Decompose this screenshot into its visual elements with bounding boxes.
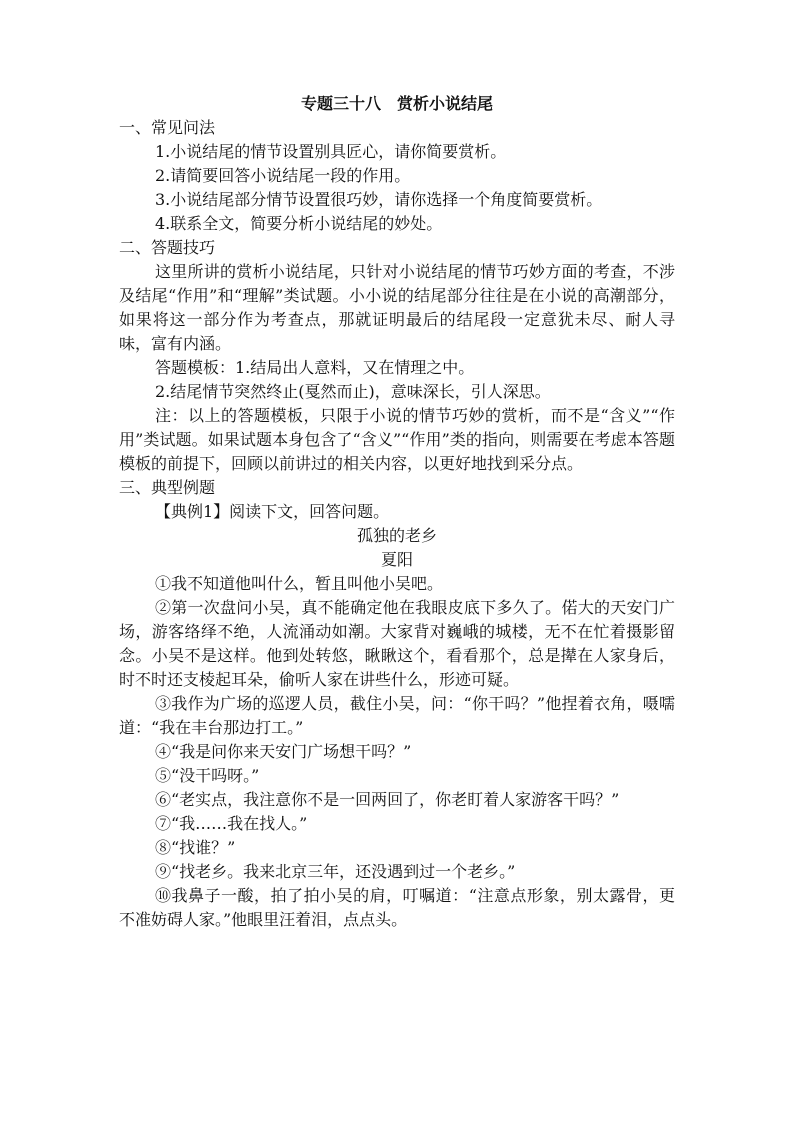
story-paragraph: ⑩我鼻子一酸，拍了拍小吴的肩，叮嘱道：“注意点形象，别太露骨，更不准妨碍人家。”他眼里汪着泪，点点头。: [119, 886, 675, 929]
story-paragraph: ④“我是问你来天安门广场想干吗？”: [155, 742, 412, 761]
section-heading-1: 一、常见问法: [119, 118, 216, 137]
answer-template-1: 答题模板：1.结局出人意料，又在情理之中。: [155, 358, 475, 377]
page-title: 专题三十八 赏析小说结尾: [300, 94, 493, 113]
example-prompt: 【典例1】阅读下文，回答问题。: [155, 502, 390, 521]
story-paragraph: ⑨“找老乡。我来北京三年，还没遇到过一个老乡。”: [155, 862, 516, 881]
document-page: [119, 92, 675, 932]
story-author: 夏阳: [380, 550, 413, 569]
question-item: 3.小说结尾部分情节设置很巧妙，请你选择一个角度简要赏析。: [155, 190, 603, 209]
story-paragraph: ⑥“老实点，我注意你不是一回两回了，你老盯着人家游客干吗？”: [155, 790, 620, 809]
story-paragraph: ①我不知道他叫什么，暂且叫他小吴吧。: [155, 574, 444, 593]
question-item: 1.小说结尾的情节设置别具匠心，请你简要赏析。: [155, 142, 507, 161]
answer-template-2: 2.结尾情节突然终止(戛然而止)，意味深长，引人深思。: [155, 382, 551, 401]
section-heading-2: 二、答题技巧: [119, 238, 216, 257]
story-paragraph: ⑧“找谁？”: [155, 838, 236, 857]
question-item: 4.联系全文，简要分析小说结尾的妙处。: [155, 214, 443, 233]
story-paragraph: ②第一次盘问小吴，真不能确定他在我眼皮底下多久了。偌大的天安门广场，游客络绎不绝，人流涌动如潮。大家背对巍峨的城楼，无不在忙着摄影留念。小吴不是这样。他到处转悠，瞅瞅这个，看看那个，总是撵在人家身后，时不时还支棱起耳朵，偷听人家在讲些什么，形迹可疑。: [119, 598, 675, 689]
technique-paragraph: 这里所讲的赏析小说结尾，只针对小说结尾的情节巧妙方面的考查，不涉及结尾“作用”和“理解”类试题。小小说的结尾部分往往是在小说的高潮部分，如果将这一部分作为考查点，那就证明最后的结尾段一定意犹未尽、耐人寻味，富有内涵。: [119, 262, 675, 353]
story-title: 孤独的老乡: [356, 526, 437, 545]
story-paragraph: ⑤“没干吗呀。”: [155, 766, 260, 785]
section-heading-3: 三、典型例题: [119, 478, 216, 497]
note-paragraph: 注：以上的答题模板，只限于小说的情节巧妙的赏析，而不是“含义”“作用”类试题。如果试题本身包含了“含义”“作用”类的指向，则需要在考虑本答题模板的前提下，回顾以前讲过的相关内容，以更好地找到采分点。: [119, 406, 675, 473]
story-paragraph: ⑦“我……我在找人。”: [155, 814, 308, 833]
question-item: 2.请简要回答小说结尾一段的作用。: [155, 166, 411, 185]
story-paragraph: ③我作为广场的巡逻人员，截住小吴，问：“你干吗？”他捏着衣角，嗫嚅道：“我在丰台那边打工。”: [119, 694, 675, 737]
